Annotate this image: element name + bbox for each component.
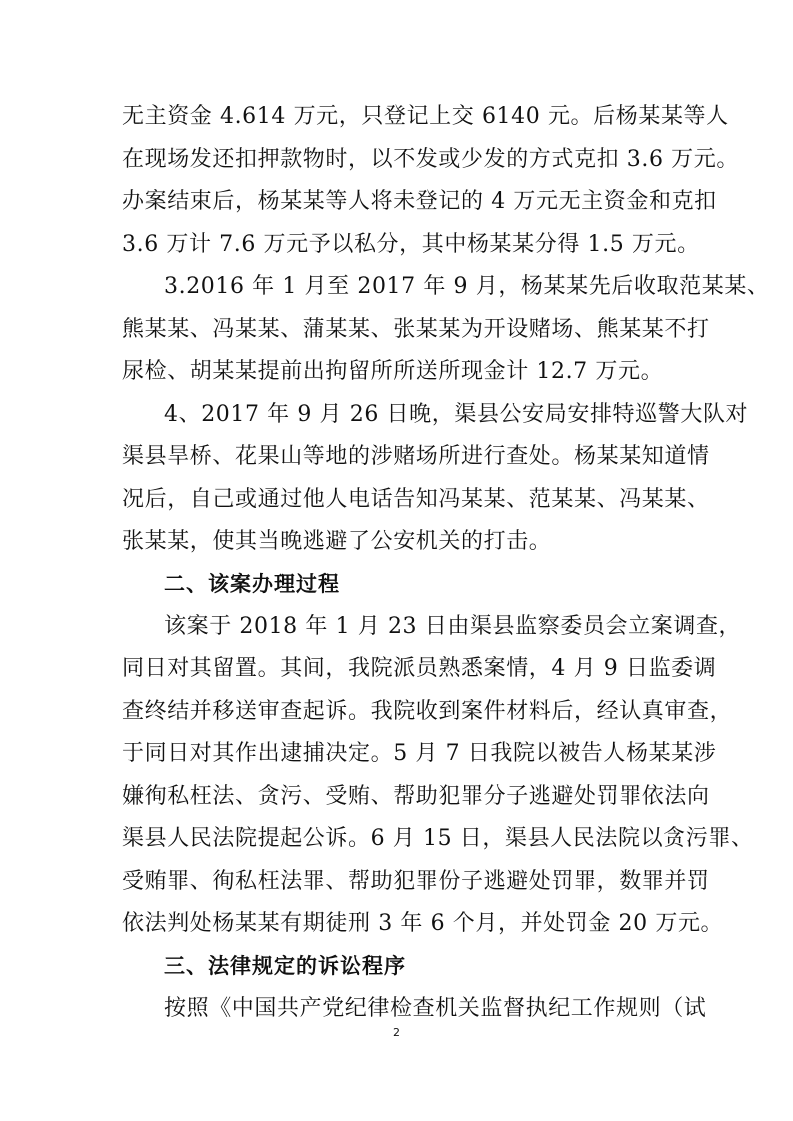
body-text-line: 3.6 万计 7.6 万元予以私分，其中杨某某分得 1.5 万元。: [122, 232, 700, 257]
body-text-line: 渠县人民法院提起公诉。6 月 15 日，渠县人民法院以贪污罪、: [122, 826, 754, 851]
body-text-line: 况后，自己或通过他人电话告知冯某某、范某某、冯某某、: [122, 487, 710, 512]
body-text-line: 查终结并移送审查起诉。我院收到案件材料后，经认真审查，: [122, 699, 733, 724]
body-text-line: 该案于 2018 年 1 月 23 日由渠县监察委员会立案调查，: [164, 614, 742, 639]
body-text-line: 在现场发还扣押款物时，以不发或少发的方式克扣 3.6 万元。: [122, 147, 739, 172]
body-text-line: 3.2016 年 1 月至 2017 年 9 月，杨某某先后收取范某某、: [164, 274, 770, 299]
body-text-line: 于同日对其作出逮捕决定。5 月 7 日我院以被告人杨某某涉: [122, 741, 717, 766]
body-text-line: 按照《中国共产党纪律检查机关监督执纪工作规则（试: [164, 996, 707, 1021]
body-text-line: 尿检、胡某某提前出拘留所所送所现金计 12.7 万元。: [122, 359, 664, 384]
body-text-line: 嫌徇私枉法、贪污、受贿、帮助犯罪分子逃避处罚罪依法向: [122, 784, 710, 809]
body-text-line: 办案结束后，杨某某等人将未登记的 4 万元无主资金和克扣: [122, 189, 717, 214]
body-text-line: 无主资金 4.614 万元，只登记上交 6140 元。后杨某某等人: [122, 104, 729, 129]
section-heading: 二、该案办理过程: [164, 572, 340, 596]
body-text-line: 熊某某、冯某某、蒲某某、张某某为开设赌场、熊某某不打: [122, 317, 710, 342]
page-number: 2: [393, 1026, 400, 1039]
section-heading: 三、法律规定的诉讼程序: [164, 954, 406, 978]
body-text-line: 4、2017 年 9 月 26 日晚，渠县公安局安排特巡警大队对: [164, 402, 749, 427]
body-text-line: 张某某，使其当晚逃避了公安机关的打击。: [122, 529, 552, 554]
body-text-line: 依法判处杨某某有期徒刑 3 年 6 个月，并处罚金 20 万元。: [122, 911, 724, 936]
body-text-line: 受贿罪、徇私枉法罪、帮助犯罪份子逃避处罚罪，数罪并罚: [122, 869, 710, 894]
body-text-line: 渠县旱桥、花果山等地的涉赌场所进行查处。杨某某知道情: [122, 444, 710, 469]
body-text-line: 同日对其留置。其间，我院派员熟悉案情，4 月 9 日监委调: [122, 656, 717, 681]
